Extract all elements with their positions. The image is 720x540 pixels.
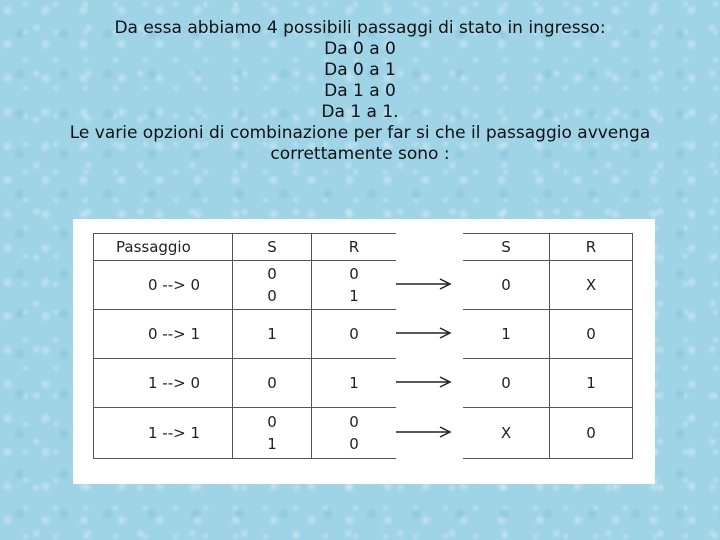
header-s: S bbox=[463, 234, 550, 261]
cell-s: 1 bbox=[233, 310, 312, 359]
cell-s: 0 bbox=[463, 261, 550, 310]
intro-line: correttamente sono : bbox=[270, 144, 450, 164]
header-r: R bbox=[312, 234, 397, 261]
intro-line: Da 0 a 1 bbox=[324, 60, 396, 80]
right-arrow-icon bbox=[396, 327, 452, 339]
cell-passaggio: 1 --> 0 bbox=[94, 359, 233, 408]
cell-value: 0 bbox=[267, 265, 277, 283]
table-row bbox=[463, 261, 633, 310]
cell-value: 0 bbox=[267, 413, 277, 431]
cell-r: 0 bbox=[550, 408, 633, 459]
table-row bbox=[463, 408, 633, 459]
intro-line: Da 0 a 0 bbox=[324, 39, 396, 59]
table-header-row bbox=[94, 234, 397, 261]
intro-line: Da 1 a 0 bbox=[324, 81, 396, 101]
table-row bbox=[94, 261, 397, 310]
cell-r: 1 bbox=[312, 359, 397, 408]
header-s: S bbox=[233, 234, 312, 261]
right-arrow-icon bbox=[396, 426, 452, 438]
right-arrow-icon bbox=[396, 376, 452, 388]
table-row bbox=[94, 310, 397, 359]
cell-r: 0 bbox=[312, 310, 397, 359]
cell-r bbox=[312, 261, 397, 310]
cell-value: 1 bbox=[267, 435, 277, 453]
cell-s: 0 bbox=[233, 359, 312, 408]
cell-s: 0 bbox=[463, 359, 550, 408]
cell-value: 0 bbox=[267, 287, 277, 305]
cell-passaggio: 0 --> 0 bbox=[94, 261, 233, 310]
cell-passaggio: 0 --> 1 bbox=[94, 310, 233, 359]
right-state-table bbox=[463, 233, 633, 459]
table-header-row bbox=[463, 234, 633, 261]
cell-value: 0 bbox=[349, 413, 359, 431]
cell-value: 1 bbox=[349, 287, 359, 305]
cell-value: 0 bbox=[349, 265, 359, 283]
cell-s: 1 bbox=[463, 310, 550, 359]
cell-r: 1 bbox=[550, 359, 633, 408]
intro-line: Le varie opzioni di combinazione per far si che il passaggio avvenga bbox=[69, 123, 651, 143]
cell-r: X bbox=[550, 261, 633, 310]
cell-r: 0 bbox=[550, 310, 633, 359]
cell-value: 0 bbox=[349, 435, 359, 453]
intro-text bbox=[0, 18, 720, 165]
header-r: R bbox=[550, 234, 633, 261]
left-state-table bbox=[93, 233, 396, 459]
right-arrow-icon bbox=[396, 278, 452, 290]
table-row bbox=[463, 310, 633, 359]
cell-passaggio: 1 --> 1 bbox=[94, 408, 233, 459]
cell-s: X bbox=[463, 408, 550, 459]
table-row bbox=[94, 359, 397, 408]
cell-r bbox=[312, 408, 397, 459]
table-row bbox=[94, 408, 397, 459]
header-passaggio: Passaggio bbox=[94, 234, 233, 261]
cell-s bbox=[233, 408, 312, 459]
intro-line: Da 1 a 1. bbox=[321, 102, 399, 122]
intro-line: Da essa abbiamo 4 possibili passaggi di stato in ingresso: bbox=[114, 18, 606, 38]
cell-s bbox=[233, 261, 312, 310]
table-row bbox=[463, 359, 633, 408]
table-panel bbox=[73, 219, 655, 484]
